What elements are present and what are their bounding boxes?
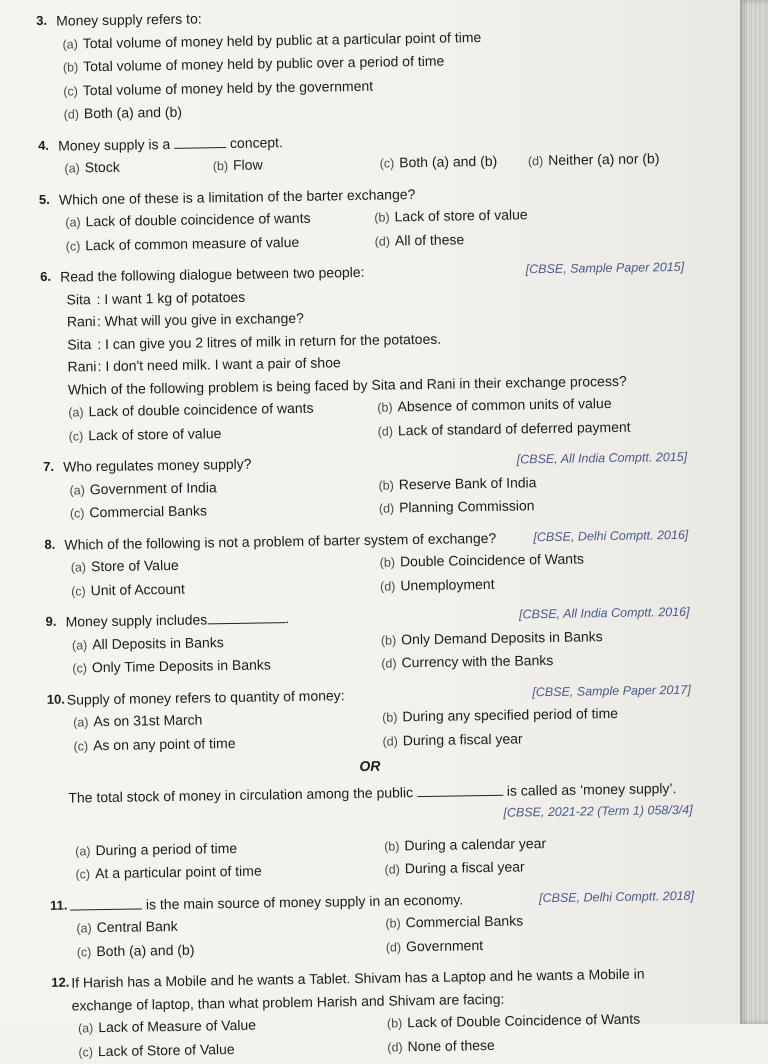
fill-blank (207, 608, 285, 624)
dialogue-line: Rani: I don't need milk. I want a pair of shoe (67, 354, 341, 375)
option-a: (a) Store of Value (70, 556, 179, 575)
source-citation: [CBSE, Delhi Comptt. 2016] (533, 527, 689, 544)
question-3 (36, 0, 682, 126)
option-c: (c) Unit of Account (71, 580, 185, 599)
option-a: (a) Government of India (69, 478, 217, 498)
option-c: (c) Commercial Banks (69, 502, 208, 521)
source-citation: [CBSE, 2021-22 (Term 1) 058/3/4] (503, 802, 693, 820)
option-a: (a) Lack of double coincidence of wants (65, 209, 311, 230)
option-b: (b) Flow (212, 156, 263, 174)
dialogue-line: Sita : I can give you 2 litres of milk in return for the potatoes. (67, 330, 442, 353)
option-c: (c) As on any point of time (73, 734, 236, 753)
dialogue-line: Sita : I want 1 kg of potatoes (66, 288, 246, 308)
option-b: (b) Absence of common units of value (377, 395, 612, 415)
option-c: (c) Both (a) and (b) (76, 941, 195, 959)
question-11 (50, 884, 695, 964)
question-text: Read the following dialogue between two people: (60, 263, 365, 285)
source-citation: [CBSE, All India Comptt. 2016] (518, 604, 690, 622)
fill-blank (417, 780, 503, 796)
question-text: If Harish has a Mobile and he wants a Tablet. Shivam has a Laptop and he wants a Mobile in exchange of laptop, than what problem Harish and Shivam are facing: (71, 965, 645, 1014)
option-d: (d) Both (a) and (b) (63, 103, 183, 122)
option-b: (b) During a calendar year (384, 834, 547, 854)
question-7 (43, 446, 688, 526)
question-text: Money supply includes . (65, 610, 290, 630)
question-number: 7. (43, 458, 55, 474)
alternate-question-text: The total stock of money in circulation among the public is called as ‘money supply’. (68, 779, 677, 806)
option-b: (b) Double Coincidence of Wants (379, 550, 585, 570)
question-list (36, 0, 696, 1064)
question-number: 11. (49, 897, 68, 913)
question-number: 9. (45, 613, 57, 629)
option-a: (a) Stock (64, 158, 120, 176)
option-b: (b) Commercial Banks (385, 912, 524, 931)
option-d: (d) During a fiscal year (384, 858, 525, 877)
question-text: Supply of money refers to quantity of money: (66, 686, 345, 708)
question-10 (47, 678, 694, 886)
question-text: Money supply refers to: (56, 10, 202, 29)
source-citation: [CBSE, Delhi Comptt. 2018] (538, 888, 695, 905)
option-d: (d) Government (385, 936, 484, 955)
option-b: (b) During any specified period of time (382, 704, 619, 725)
option-d: (d) All of these (374, 230, 465, 249)
dialogue-line: Rani: What will you give in exchange? (66, 309, 305, 330)
option-a: (a) Total volume of money held by public at a particular point of time (62, 28, 482, 52)
question-text: Which one of these is a limitation of the barter exchange? (58, 185, 416, 208)
option-b: (b) Total volume of money held by public over a period of time (62, 52, 445, 75)
source-citation: [CBSE, Sample Paper 2017] (532, 682, 691, 699)
question-text: Money supply is a concept. (58, 133, 284, 154)
question-number: 4. (38, 137, 50, 153)
option-d: (d) Currency with the Banks (381, 651, 554, 671)
question-number: 3. (36, 12, 48, 28)
follow-up-question: Which of the following problem is being faced by Sita and Rani in their exchange process? (67, 372, 627, 398)
option-d: (d) Planning Commission (378, 497, 535, 516)
question-8 (44, 523, 689, 603)
source-citation: [CBSE, All India Comptt. 2015] (516, 449, 688, 467)
question-12 (51, 962, 696, 1064)
option-a: (a) During a period of time (75, 839, 238, 858)
option-d: (d) During a fiscal year (382, 729, 523, 749)
source-citation: [CBSE, Sample Paper 2015] (525, 259, 685, 277)
question-number: 8. (44, 536, 56, 552)
option-c: (c) Both (a) and (b) (379, 152, 498, 171)
option-b: (b) Only Demand Deposits in Banks (380, 627, 603, 648)
option-b: (b) Reserve Bank of India (378, 473, 537, 493)
option-c: (c) Only Time Deposits in Banks (72, 656, 271, 676)
question-9 (45, 601, 690, 681)
question-number: 12. (51, 974, 70, 990)
option-b: (b) Lack of store of value (374, 206, 528, 225)
option-c: (c) Total volume of money held by the government (63, 77, 374, 99)
option-c: (c) At a particular point of time (75, 862, 262, 882)
question-text: is the main source of money supply in an economy. (70, 884, 694, 916)
question-5 (39, 178, 684, 258)
book-page-edges (740, 0, 768, 1024)
option-c: (c) Lack of Store of Value (78, 1040, 235, 1059)
question-text: Which of the following is not a problem of barter system of exchange? (64, 529, 497, 553)
option-a: (a) Central Bank (76, 917, 178, 936)
option-a: (a) As on 31st March (73, 711, 203, 730)
question-text: Who regulates money supply? (63, 455, 252, 475)
option-c: (c) Lack of store of value (68, 424, 222, 444)
option-a: (a) Lack of double coincidence of wants (68, 399, 314, 420)
option-d: (d) None of these (387, 1036, 495, 1055)
question-number: 5. (38, 191, 50, 207)
option-d: (d) Unemployment (379, 575, 495, 594)
fill-blank (174, 133, 226, 149)
option-a: (a) All Deposits in Banks (71, 633, 224, 653)
question-number: 10. (46, 691, 66, 707)
option-d: (d) Neither (a) nor (b) (527, 150, 660, 169)
or-separator: OR (359, 757, 381, 775)
fill-blank (70, 894, 142, 910)
option-d: (d) Lack of standard of deferred payment (377, 418, 631, 439)
option-b: (b) Lack of Double Coincidence of Wants (386, 1010, 641, 1031)
question-6 (40, 256, 687, 448)
option-c: (c) Lack of common measure of value (65, 233, 300, 254)
question-number: 6. (40, 268, 52, 284)
option-a: (a) Lack of Measure of Value (77, 1016, 257, 1036)
